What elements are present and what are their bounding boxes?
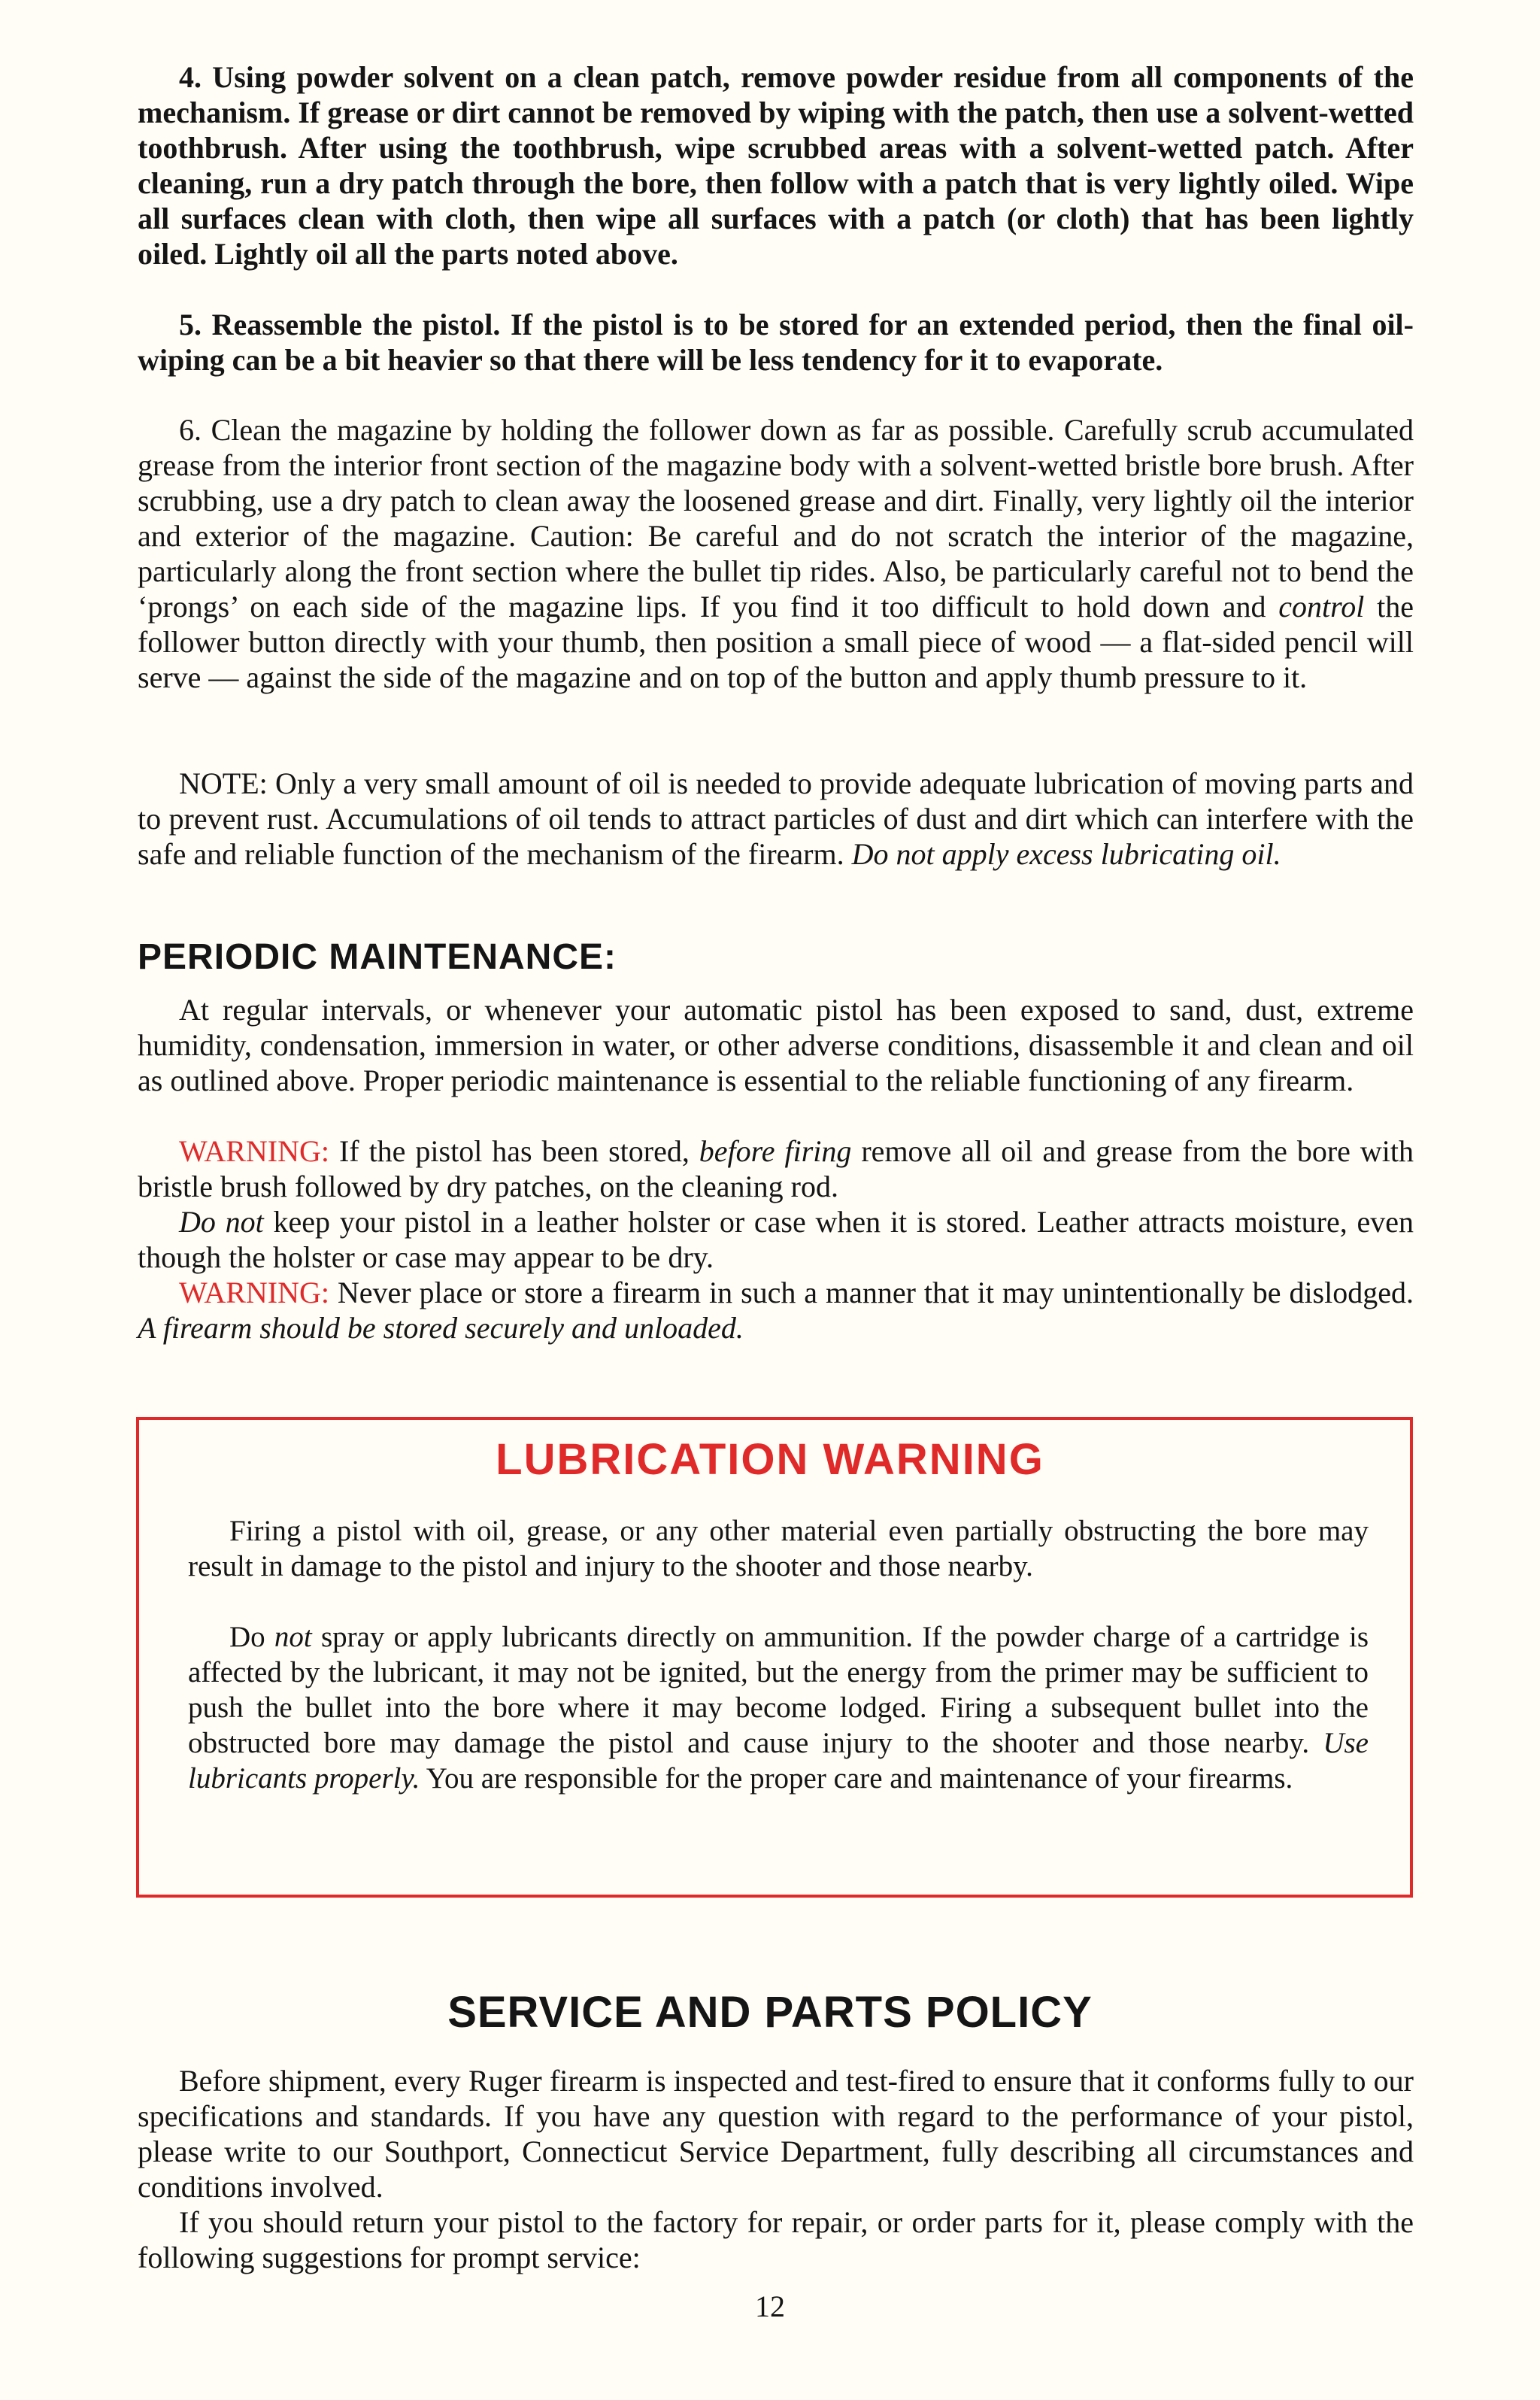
step-5-paragraph: 5. Reassemble the pistol. If the pistol is to be stored for an extended period, then the final oil-wiping can be a bit heavier so that there will be less tendency for it to evaporate. [138, 308, 1414, 377]
periodic-maintenance-heading: PERIODIC MAINTENANCE: [138, 937, 617, 977]
periodic-paragraph: At regular intervals, or whenever your automatic pistol has been exposed to sand, dust, extreme humidity, condensation, immersion in water, or other adverse conditions, disassemble it and clean and oil as outlined above. Proper periodic maintenance is essential to the reliable functioning of any firearm. [138, 993, 1414, 1097]
lubrication-warning-title: LUBRICATION WARNING [496, 1435, 1044, 1484]
service-paragraph-2: If you should return your pistol to the factory for repair, or order parts for it, please comply with the following suggestions for prompt service: [138, 2205, 1414, 2274]
page-number: 12 [755, 2289, 785, 2323]
note-paragraph: NOTE: Only a very small amount of oil is needed to provide adequate lubrication of moving parts and to prevent rust. Accumulations of oil tends to attract particles of dust and dirt which can interfere with the safe and reliable function of the mechanism of the firearm. Do not apply excess lubricating oil. [138, 766, 1414, 871]
step-6-paragraph: 6. Clean the magazine by holding the follower down as far as possible. Carefully scrub accumulated grease from the interior front section of the magazine body with a solvent-wetted bristle bore brush. After scrubbing, use a dry patch to clean away the loosened grease and dirt. Finally, very lightly oil the interior and exterior of the magazine. Caution: Be careful and do not scratch the interior of the magazine, particularly along the front section where the bullet tip rides. Also, be particularly careful not to bend the ‘prongs’ on each side of the magazine lips. If you find it too difficult to hold down and control the follower button directly with your thumb, then position a small piece of wood — a flat-sided pencil will serve — against the side of the magazine and on top of the button and apply thumb pressure to it. [138, 413, 1414, 694]
warning-dislodged-paragraph: WARNING: Never place or store a firearm in such a manner that it may unintentionally be dislodged. A firearm should be stored securely and unloaded. [138, 1276, 1414, 1345]
service-policy-heading: SERVICE AND PARTS POLICY [447, 1988, 1093, 2037]
lubrication-warning-paragraph-2: Do not spray or apply lubricants directly on ammunition. If the powder charge of a cartridge is affected by the lubricant, it may not be ignited, but the energy from the primer may be sufficient to push the bullet into the bore where it may become lodged. Firing a subsequent bullet into the obstructed bore may damage the pistol and cause injury to the shooter and those nearby. Use lubricants properly. You are responsible for the proper care and maintenance of your firearms. [188, 1621, 1369, 1795]
warning-stored-paragraph: WARNING: If the pistol has been stored, before firing remove all oil and grease from the bore with bristle brush followed by dry patches, on the cleaning rod. [138, 1134, 1414, 1203]
warning-label: WARNING: [179, 1134, 329, 1168]
holster-paragraph: Do not keep your pistol in a leather holster or case when it is stored. Leather attracts moisture, even though the holster or case may appear to be dry. [138, 1205, 1414, 1274]
service-paragraph-1: Before shipment, every Ruger firearm is inspected and test-fired to ensure that it conforms fully to our specifications and standards. If you have any question with regard to the performance of your pistol, please write to our Southport, Connecticut Service Department, fully describing all circumstances and conditions involved. [138, 2064, 1414, 2204]
lubrication-warning-paragraph-1: Firing a pistol with oil, grease, or any other material even partially obstructing the bore may result in damage to the pistol and injury to the shooter and those nearby. [188, 1515, 1369, 1582]
warning-label: WARNING: [179, 1276, 329, 1309]
step-4-paragraph: 4. Using powder solvent on a clean patch, remove powder residue from all components of the mechanism. If grease or dirt cannot be removed by wiping with the patch, then use a solvent-wetted toothbrush. After using the toothbrush, wipe scrubbed areas with a solvent-wetted patch. After cleaning, run a dry patch through the bore, then follow with a patch that is very lightly oiled. Wipe all surfaces clean with cloth, then wipe all surfaces with a patch (or cloth) that has been lightly oiled. Lightly oil all the parts noted above. [138, 60, 1414, 271]
